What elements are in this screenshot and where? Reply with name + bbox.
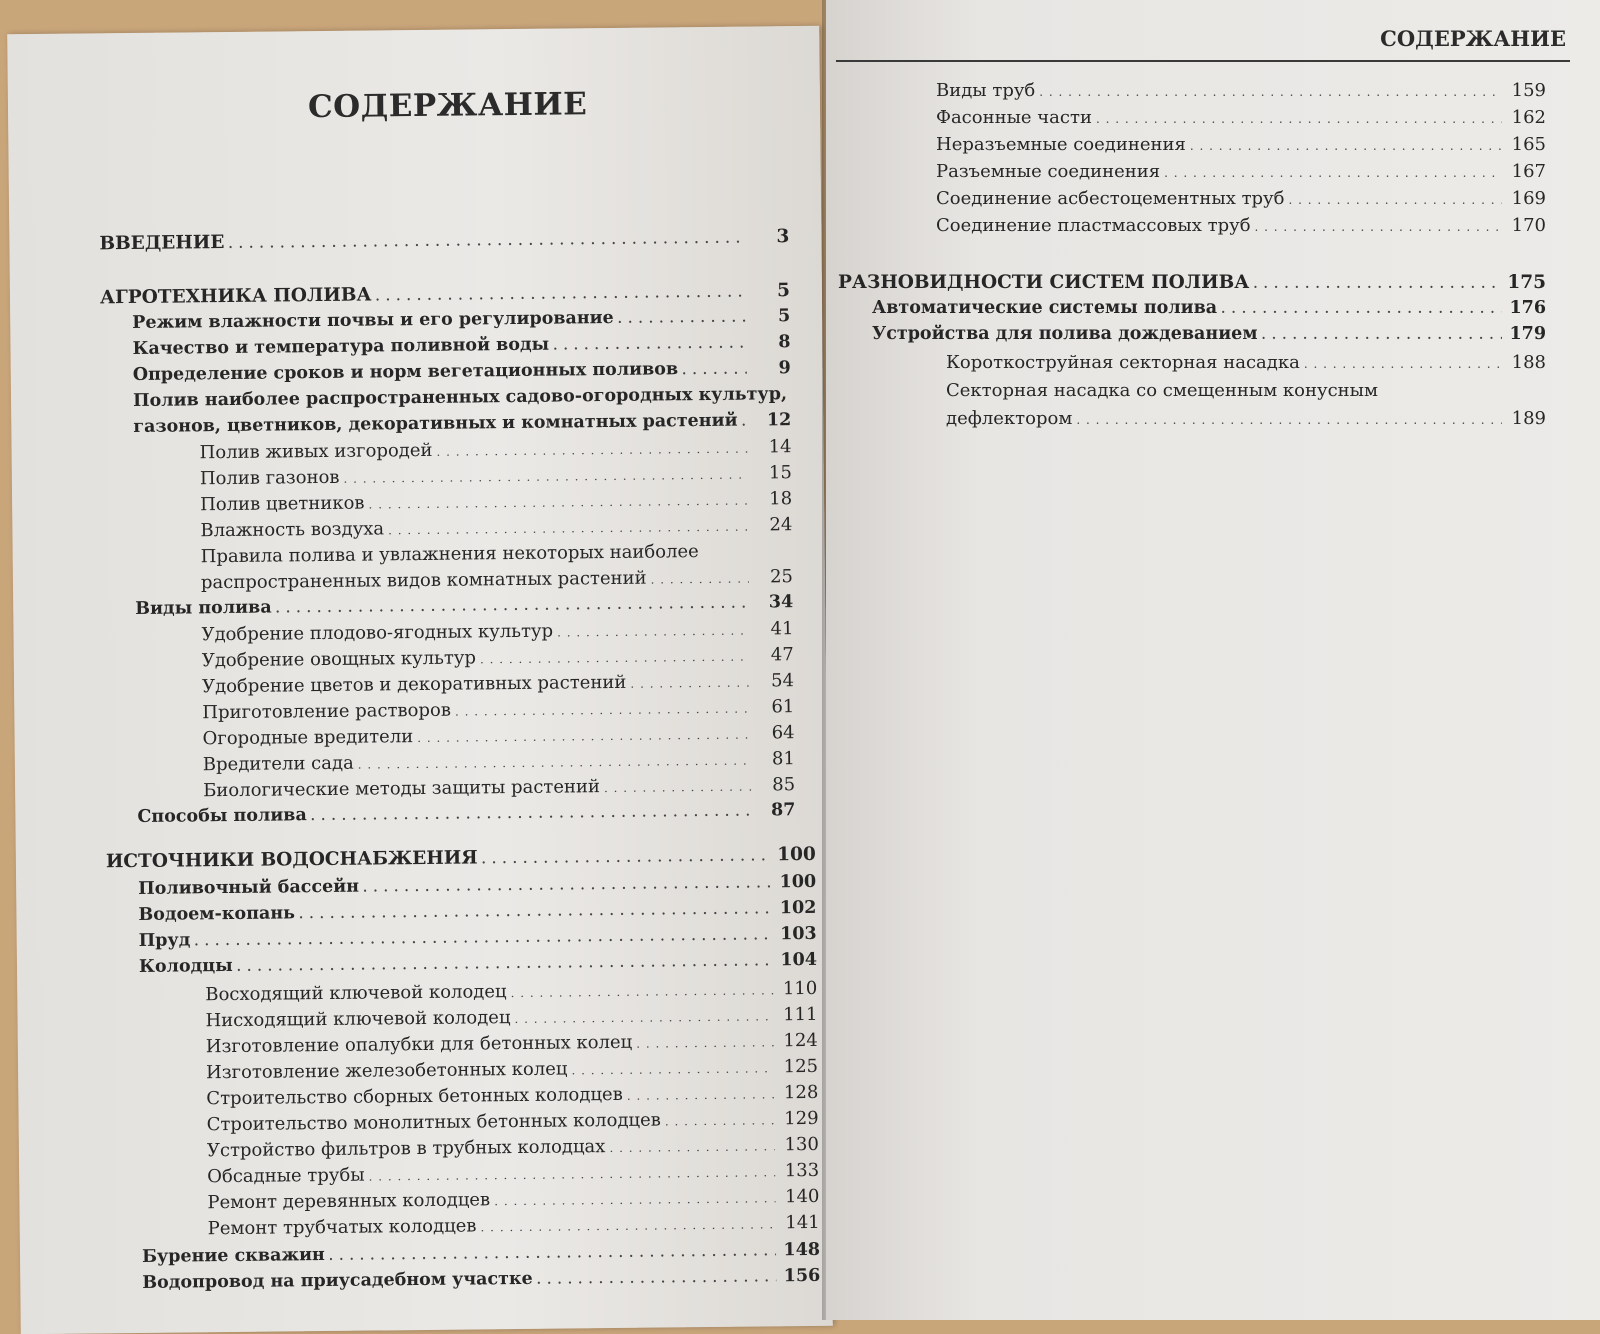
toc-entry-label: Виды полива [135, 598, 272, 619]
toc-page-number: 156 [780, 1266, 820, 1286]
toc-entry-label: Полив наиболее распространенных садово-огородных культур, [133, 384, 787, 411]
toc-entry [203, 748, 795, 775]
right-page [826, 0, 1600, 1320]
toc-entry-label: Режим влажности почвы и его регулирование [132, 308, 614, 333]
toc-page-number: 175 [1506, 272, 1546, 293]
toc-entry [142, 1266, 820, 1293]
dot-leader [1253, 272, 1502, 293]
toc-entry-label: Устройства для полива дождеванием [872, 324, 1258, 344]
toc-entry-label: Соединение асбестоцементных труб [936, 188, 1284, 209]
toc-page-number: 162 [1506, 107, 1546, 128]
dot-leader [1288, 188, 1502, 209]
toc-entry [135, 592, 793, 619]
toc-entry-label: Удобрение цветов и декоративных растений [202, 672, 627, 697]
toc-entry-label: Бурение скважин [142, 1245, 325, 1267]
toc-entry-label: Вредители сада [203, 753, 354, 776]
dot-leader [481, 844, 771, 868]
dot-leader [194, 924, 773, 950]
toc-entry-label: АГРОТЕХНИКА ПОЛИВА [100, 284, 372, 308]
toc-entry [202, 696, 794, 723]
running-header: СОДЕРЖАНИЕ [1380, 26, 1566, 51]
toc-entry-label: Полив цветников [200, 493, 365, 516]
toc-entry [205, 1004, 817, 1031]
toc-entry-label: Короткоструйная секторная насадка [946, 352, 1300, 373]
toc-entry [133, 410, 791, 437]
dot-leader [375, 281, 746, 306]
toc-entry [99, 226, 789, 254]
toc-entry-label: РАЗНОВИДНОСТИ СИСТЕМ ПОЛИВА [838, 272, 1249, 293]
toc-entry-label: газонов, цветников, декоративных и комнатных растений [133, 411, 737, 437]
toc-entry-label: Восходящий ключевой колодец [205, 981, 507, 1005]
toc-entry-label: Пруд [139, 930, 191, 951]
toc-entry [207, 1108, 819, 1135]
dot-leader [1164, 161, 1502, 182]
dot-leader [388, 515, 748, 540]
toc-entry-label: Поливочный бассейн [138, 877, 359, 899]
toc-entry [139, 950, 817, 977]
dot-leader [627, 1082, 775, 1105]
dot-leader [480, 1212, 775, 1236]
toc-entry-label: Изготовление железобетонных колец [206, 1058, 568, 1083]
toc-entry [132, 306, 790, 333]
toc-entry [202, 644, 794, 671]
toc-entry [200, 488, 792, 515]
toc-page-number: 189 [1506, 408, 1546, 429]
toc-page-number: 100 [776, 872, 816, 892]
toc-page-number: 110 [777, 978, 817, 999]
toc-page-number: 15 [752, 462, 792, 483]
toc-page-number: 133 [779, 1160, 819, 1181]
toc-page-number: 169 [1506, 188, 1546, 209]
dot-leader [1262, 324, 1502, 344]
dot-leader [682, 359, 747, 380]
toc-entry [872, 324, 1546, 344]
dot-leader [618, 307, 747, 328]
toc-page-number: 148 [780, 1240, 820, 1260]
dot-leader [237, 950, 773, 976]
toc-entry [202, 722, 794, 749]
dot-leader [553, 333, 747, 355]
dot-leader [436, 437, 747, 461]
dot-leader [343, 463, 748, 488]
toc-page-number: 34 [753, 592, 793, 612]
toc-entry [872, 298, 1546, 318]
toc-page-number: 130 [779, 1134, 819, 1155]
dot-leader [510, 978, 773, 1002]
toc-entry [200, 514, 792, 541]
dot-leader [650, 567, 749, 589]
toc-page-number: 104 [777, 950, 817, 970]
toc-list-left [7, 26, 833, 1334]
toc-page-number: 124 [778, 1030, 818, 1051]
toc-page-number: 129 [779, 1108, 819, 1129]
toc-entry [946, 408, 1546, 429]
toc-entry [142, 1240, 820, 1267]
toc-page-number: 125 [778, 1056, 818, 1077]
dot-leader [494, 1186, 776, 1210]
dot-leader [1190, 134, 1502, 155]
toc-entry [201, 618, 793, 645]
toc-entry [946, 352, 1546, 373]
toc-page-number: 102 [776, 898, 816, 918]
toc-entry [936, 188, 1546, 209]
dot-leader [417, 723, 751, 747]
toc-entry-label: Изготовление опалубки для бетонных колец [206, 1032, 633, 1057]
toc-entry [936, 134, 1546, 155]
toc-page-number: 14 [751, 436, 791, 457]
toc-page-number: 47 [754, 644, 794, 665]
toc-page-number: 85 [755, 774, 795, 795]
toc-entry-label: Полив живых изгородей [199, 440, 432, 463]
dot-leader [741, 411, 747, 431]
toc-entry-label: дефлектором [946, 408, 1072, 429]
toc-page-number: 81 [755, 748, 795, 769]
page-title: СОДЕРЖАНИЕ [308, 86, 588, 125]
dot-leader [299, 898, 773, 923]
dot-leader [609, 1134, 775, 1157]
toc-entry [207, 1186, 819, 1213]
toc-entry [139, 924, 817, 951]
toc-entry [199, 436, 791, 463]
toc-entry-label: Качество и температура поливной воды [132, 335, 549, 359]
toc-entry-label: ИСТОЧНИКИ ВОДОСНАБЖЕНИЯ [106, 847, 478, 872]
toc-entry-label: Колодцы [139, 956, 233, 977]
toc-entry-label: распространенных видов комнатных растений [201, 568, 647, 594]
toc-page-number: 87 [755, 800, 795, 820]
left-page [7, 26, 833, 1334]
dot-leader [1096, 107, 1502, 128]
dot-leader [311, 801, 752, 826]
toc-entry-label: ВВЕДЕНИЕ [99, 232, 224, 254]
toc-page-number: 188 [1506, 352, 1546, 373]
toc-entry-label: Нисходящий ключевой колодец [205, 1007, 510, 1031]
toc-page-number: 167 [1506, 161, 1546, 182]
toc-entry [206, 1082, 818, 1109]
toc-page-number: 179 [1506, 324, 1546, 344]
toc-entry-label: Правила полива и увлажнения некоторых наиболее [201, 541, 699, 567]
toc-page-number: 176 [1506, 298, 1546, 318]
dot-leader [1255, 215, 1502, 236]
toc-page-number: 100 [776, 844, 816, 865]
toc-entry [138, 898, 816, 925]
toc-entry-label: Ремонт трубчатых колодцев [208, 1215, 477, 1239]
toc-page-number: 24 [752, 514, 792, 535]
toc-entry-label: Фасонные части [936, 107, 1092, 128]
toc-entry-label: Удобрение овощных культур [202, 647, 476, 671]
dot-leader [228, 227, 745, 253]
toc-page-number: 5 [750, 306, 790, 326]
toc-entry-label: Автоматические системы полива [872, 298, 1217, 318]
toc-entry [205, 978, 817, 1005]
toc-page-number: 141 [780, 1212, 820, 1233]
dot-leader [329, 1240, 776, 1265]
dot-leader [1221, 298, 1502, 318]
toc-list-right [826, 0, 1600, 1320]
toc-entry [936, 107, 1546, 128]
toc-page-number: 9 [751, 358, 791, 378]
toc-entry-label: Огородные вредители [202, 726, 413, 749]
toc-entry [201, 540, 793, 567]
toc-entry-label: Неразъемные соединения [936, 134, 1186, 155]
toc-entry [206, 1056, 818, 1083]
toc-entry [838, 272, 1546, 293]
dot-leader [480, 645, 750, 669]
toc-entry [936, 161, 1546, 182]
toc-entry [203, 774, 795, 801]
toc-page-number: 140 [779, 1186, 819, 1207]
toc-page-number: 41 [753, 618, 793, 639]
toc-entry [936, 80, 1546, 101]
toc-page-number: 170 [1506, 215, 1546, 236]
dot-leader [571, 1056, 774, 1079]
toc-page-number: 54 [754, 670, 794, 691]
toc-entry-label: Полив газонов [200, 467, 340, 489]
dot-leader [604, 775, 751, 798]
toc-page-number: 103 [777, 924, 817, 944]
toc-entry [133, 358, 791, 385]
toc-entry-label: Удобрение плодово-ягодных культур [201, 621, 553, 646]
toc-page-number: 8 [750, 332, 790, 352]
dot-leader [1076, 408, 1502, 429]
dot-leader [363, 872, 772, 896]
toc-entry [132, 332, 790, 359]
toc-page-number: 18 [752, 488, 792, 509]
toc-entry [100, 280, 790, 308]
dot-leader [455, 697, 751, 721]
dot-leader [368, 489, 748, 514]
dot-leader [665, 1108, 775, 1130]
toc-entry [946, 380, 1546, 401]
dot-leader [276, 593, 750, 618]
toc-page-number: 3 [749, 226, 789, 247]
toc-entry [208, 1212, 820, 1239]
toc-entry-label: Разъемные соединения [936, 161, 1160, 182]
toc-entry-label: Водопровод на приусадебном участке [142, 1269, 533, 1293]
dot-leader [557, 619, 750, 642]
toc-entry [206, 1030, 818, 1057]
dot-leader [1304, 352, 1502, 373]
toc-entry-label: Приготовление растворов [202, 700, 451, 724]
dot-leader [537, 1266, 777, 1289]
toc-entry-label: Способы полива [137, 805, 307, 827]
toc-entry-label: Влажность воздуха [200, 518, 384, 541]
toc-page-number: 111 [777, 1004, 817, 1025]
toc-entry [133, 384, 791, 411]
toc-entry-label: Секторная насадка со смещенным конусным [946, 380, 1378, 401]
dot-leader [1039, 80, 1502, 101]
toc-entry [207, 1134, 819, 1161]
dot-leader [358, 749, 751, 774]
toc-entry-label: Строительство монолитных бетонных колодцев [207, 1110, 661, 1136]
toc-page-number: 64 [754, 722, 794, 743]
toc-entry [207, 1160, 819, 1187]
toc-entry [201, 566, 793, 593]
toc-entry-label: Водоем-копань [138, 903, 295, 925]
toc-entry-label: Соединение пластмассовых труб [936, 215, 1251, 236]
toc-entry-label: Обсадные трубы [207, 1165, 365, 1188]
toc-entry-label: Определение сроков и норм вегетационных поливов [133, 359, 678, 385]
toc-entry [202, 670, 794, 697]
toc-entry [936, 215, 1546, 236]
toc-page-number: 61 [754, 696, 794, 717]
toc-page-number: 165 [1506, 134, 1546, 155]
dot-leader [636, 1030, 774, 1052]
toc-entry-label: Ремонт деревянных колодцев [207, 1189, 490, 1213]
toc-page-number: 5 [750, 280, 790, 301]
toc-entry-label: Устройство фильтров в трубных колодцах [207, 1136, 606, 1161]
toc-entry [200, 462, 792, 489]
toc-entry-label: Биологические методы защиты растений [203, 776, 600, 801]
dot-leader [514, 1004, 773, 1028]
toc-page-number: 12 [751, 410, 791, 430]
dot-leader [630, 671, 750, 693]
toc-page-number: 128 [778, 1082, 818, 1103]
toc-entry [106, 844, 816, 872]
toc-page-number: 159 [1506, 80, 1546, 101]
toc-entry [138, 872, 816, 899]
toc-page-number: 25 [753, 566, 793, 587]
toc-entry-label: Виды труб [936, 80, 1035, 101]
toc-entry-label: Строительство сборных бетонных колодцев [206, 1084, 623, 1109]
toc-entry [137, 800, 795, 827]
dot-leader [368, 1160, 775, 1185]
